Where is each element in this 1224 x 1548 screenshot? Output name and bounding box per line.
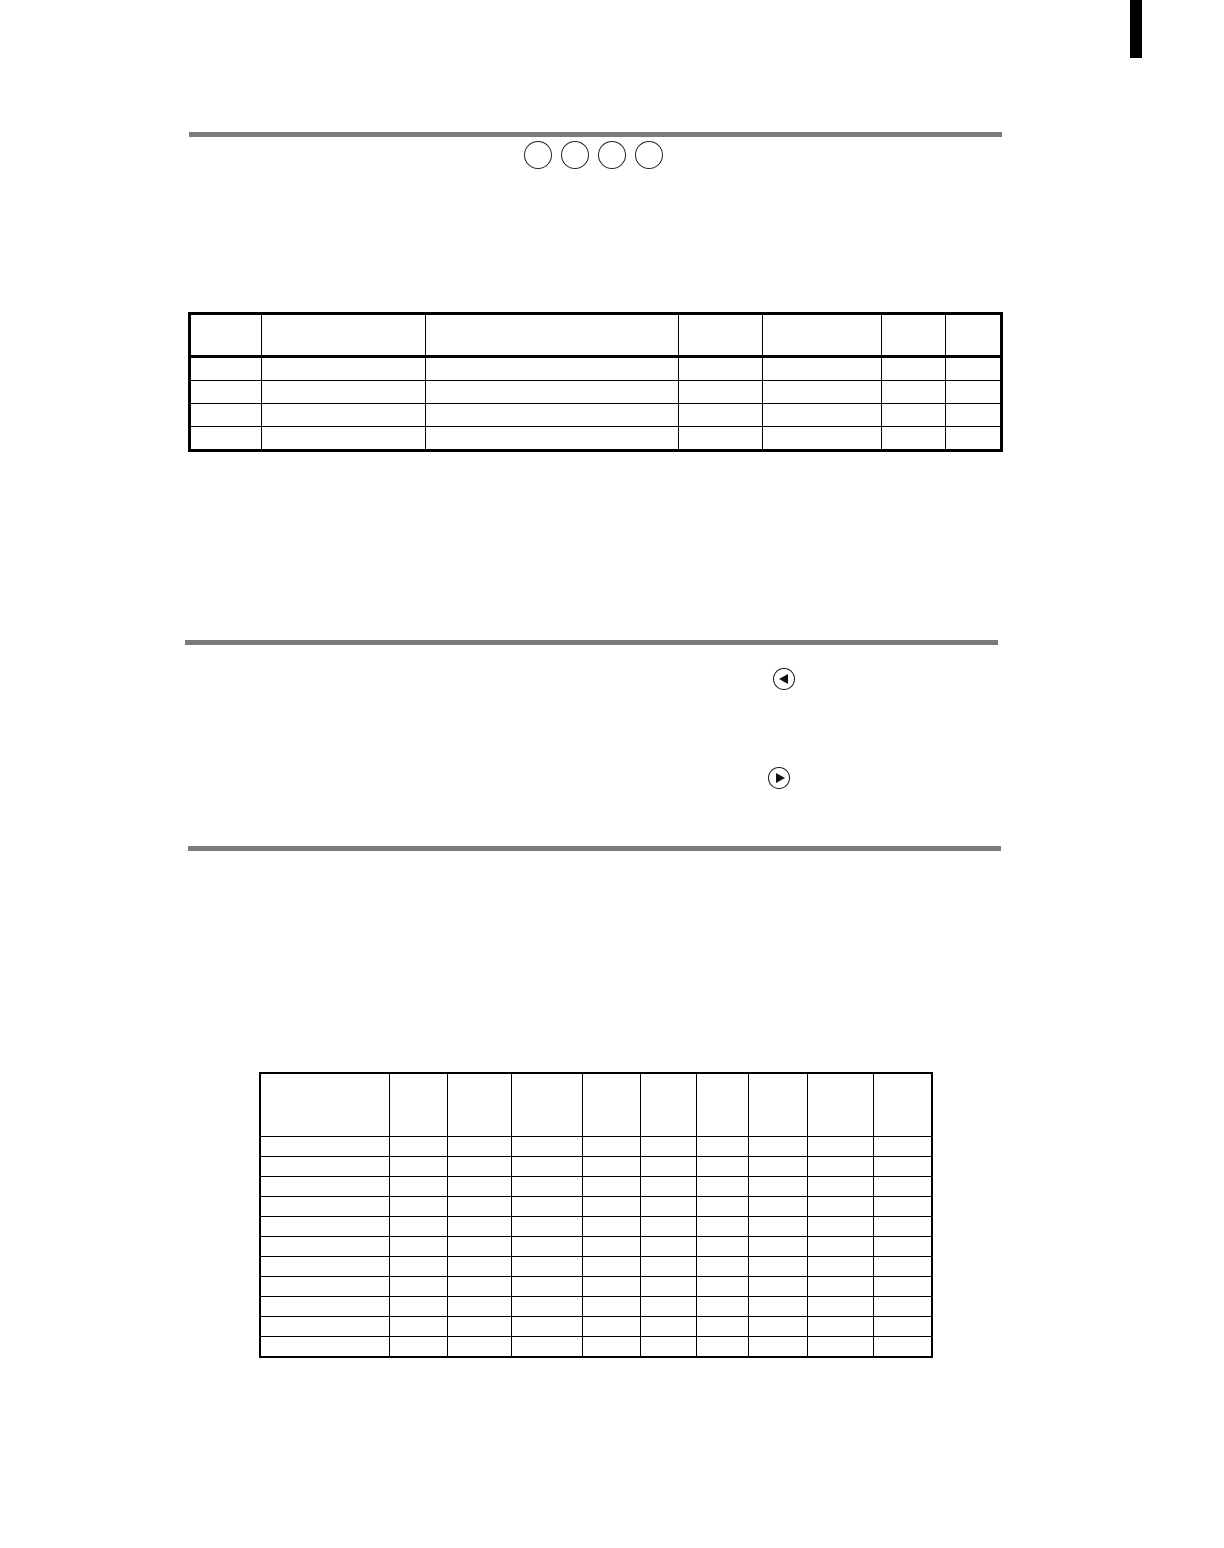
page-edge-bar	[1130, 0, 1142, 58]
table-cell	[807, 1277, 873, 1297]
table-2-header-cell	[447, 1073, 511, 1137]
table-cell	[696, 1217, 748, 1237]
table-cell	[190, 427, 262, 451]
table-cell	[389, 1137, 447, 1157]
table-cell	[582, 1257, 640, 1277]
table-cell	[807, 1217, 873, 1237]
table-cell	[260, 1217, 389, 1237]
table-cell	[582, 1237, 640, 1257]
circle-indicator-4	[635, 141, 663, 169]
table-cell	[748, 1197, 807, 1217]
table-cell	[389, 1217, 447, 1237]
table-cell	[260, 1177, 389, 1197]
table-cell	[389, 1177, 447, 1197]
table-cell	[582, 1277, 640, 1297]
table-2	[259, 1072, 933, 1358]
table-cell	[748, 1337, 807, 1358]
table-cell	[511, 1317, 582, 1337]
table-cell	[640, 1237, 696, 1257]
table-cell	[696, 1177, 748, 1197]
table-1-header-cell	[763, 314, 882, 357]
table-cell	[807, 1297, 873, 1317]
table-cell	[882, 381, 946, 404]
table-cell	[582, 1217, 640, 1237]
lower-divider	[188, 846, 1001, 851]
table-cell	[748, 1257, 807, 1277]
table-cell	[260, 1257, 389, 1277]
table-cell	[511, 1297, 582, 1317]
table-2-header-cell	[748, 1073, 807, 1137]
table-cell	[696, 1337, 748, 1358]
table-cell	[260, 1137, 389, 1157]
table-row	[190, 357, 1002, 381]
table-2-header-cell	[511, 1073, 582, 1137]
table-cell	[260, 1297, 389, 1317]
table-cell	[807, 1197, 873, 1217]
table-cell	[946, 381, 1002, 404]
table-cell	[389, 1297, 447, 1317]
table-cell	[511, 1237, 582, 1257]
table-cell	[873, 1337, 932, 1358]
table-cell	[447, 1237, 511, 1257]
table-cell	[882, 357, 946, 381]
table-cell	[262, 357, 426, 381]
table-cell	[748, 1137, 807, 1157]
table-cell	[260, 1277, 389, 1297]
table-cell	[447, 1217, 511, 1237]
table-cell	[873, 1257, 932, 1277]
table-cell	[807, 1257, 873, 1277]
table-cell	[882, 427, 946, 451]
table-cell	[511, 1197, 582, 1217]
table-cell	[873, 1297, 932, 1317]
table-1-header-cell	[946, 314, 1002, 357]
table-cell	[582, 1137, 640, 1157]
table-cell	[640, 1177, 696, 1197]
table-cell	[640, 1257, 696, 1277]
table-cell	[260, 1157, 389, 1177]
table-row	[190, 427, 1002, 451]
table-cell	[511, 1337, 582, 1358]
table-cell	[748, 1297, 807, 1317]
table-cell	[640, 1197, 696, 1217]
table-cell	[748, 1157, 807, 1177]
table-cell	[447, 1157, 511, 1177]
table-cell	[807, 1237, 873, 1257]
table-cell	[873, 1277, 932, 1297]
table-cell	[696, 1297, 748, 1317]
table-cell	[582, 1337, 640, 1358]
table-cell	[426, 404, 679, 427]
table-row	[190, 404, 1002, 427]
table-cell	[389, 1317, 447, 1337]
table-cell	[748, 1237, 807, 1257]
table-2-header-cell	[582, 1073, 640, 1137]
table-cell	[511, 1157, 582, 1177]
table-row	[190, 381, 1002, 404]
table-2-header-cell	[696, 1073, 748, 1137]
table-cell	[873, 1317, 932, 1337]
table-row	[260, 1177, 932, 1197]
table-row	[260, 1257, 932, 1277]
table-cell	[640, 1297, 696, 1317]
table-cell	[582, 1297, 640, 1317]
table-row	[260, 1277, 932, 1297]
table-cell	[679, 357, 763, 381]
table-cell	[696, 1257, 748, 1277]
table-row	[260, 1337, 932, 1358]
table-cell	[511, 1177, 582, 1197]
table-cell	[763, 357, 882, 381]
table-cell	[679, 427, 763, 451]
table-cell	[447, 1337, 511, 1358]
table-cell	[807, 1157, 873, 1177]
table-row	[260, 1137, 932, 1157]
table-1-header-cell	[679, 314, 763, 357]
table-cell	[640, 1337, 696, 1358]
middle-divider	[185, 640, 998, 645]
triangle-right-icon	[776, 773, 785, 783]
circle-indicator-group	[524, 141, 672, 169]
table-cell	[748, 1177, 807, 1197]
table-cell	[260, 1317, 389, 1337]
triangle-left-icon	[779, 674, 788, 684]
table-cell	[873, 1197, 932, 1217]
table-1-header-cell	[190, 314, 262, 357]
table-cell	[262, 381, 426, 404]
table-2-header-cell	[807, 1073, 873, 1137]
table-cell	[946, 427, 1002, 451]
table-cell	[640, 1277, 696, 1297]
table-cell	[511, 1277, 582, 1297]
table-1	[188, 312, 1003, 452]
table-cell	[190, 357, 262, 381]
table-cell	[748, 1277, 807, 1297]
table-row	[260, 1217, 932, 1237]
table-cell	[873, 1237, 932, 1257]
table-cell	[946, 357, 1002, 381]
table-cell	[696, 1157, 748, 1177]
table-2-header-cell	[873, 1073, 932, 1137]
table-cell	[807, 1137, 873, 1157]
table-2-header-cell	[640, 1073, 696, 1137]
table-1-header-cell	[262, 314, 426, 357]
table-cell	[582, 1197, 640, 1217]
table-cell	[696, 1317, 748, 1337]
table-cell	[511, 1137, 582, 1157]
table-cell	[389, 1277, 447, 1297]
table-cell	[260, 1337, 389, 1358]
table-row	[260, 1237, 932, 1257]
circle-indicator-2	[561, 141, 589, 169]
top-divider	[189, 132, 1002, 137]
table-cell	[640, 1317, 696, 1337]
table-cell	[763, 381, 882, 404]
table-cell	[426, 381, 679, 404]
table-cell	[763, 404, 882, 427]
table-row	[260, 1157, 932, 1177]
table-cell	[447, 1297, 511, 1317]
table-2-header-cell	[389, 1073, 447, 1137]
table-cell	[640, 1137, 696, 1157]
table-cell	[873, 1157, 932, 1177]
table-1-header-row	[190, 314, 1002, 357]
table-cell	[873, 1217, 932, 1237]
table-row	[260, 1197, 932, 1217]
table-cell	[582, 1157, 640, 1177]
table-cell	[640, 1217, 696, 1237]
table-cell	[696, 1197, 748, 1217]
table-cell	[447, 1317, 511, 1337]
table-cell	[696, 1277, 748, 1297]
table-1-header-cell	[882, 314, 946, 357]
table-cell	[262, 404, 426, 427]
circle-indicator-1	[524, 141, 552, 169]
table-cell	[882, 404, 946, 427]
previous-button[interactable]	[773, 668, 795, 690]
table-cell	[260, 1197, 389, 1217]
table-cell	[807, 1317, 873, 1337]
table-cell	[447, 1177, 511, 1197]
table-cell	[696, 1137, 748, 1157]
table-2-header-row	[260, 1073, 932, 1137]
table-cell	[763, 427, 882, 451]
table-row	[260, 1297, 932, 1317]
table-cell	[426, 427, 679, 451]
next-button[interactable]	[768, 767, 790, 789]
table-cell	[447, 1257, 511, 1277]
table-cell	[582, 1317, 640, 1337]
table-cell	[748, 1217, 807, 1237]
table-cell	[511, 1257, 582, 1277]
table-cell	[389, 1157, 447, 1177]
table-cell	[447, 1197, 511, 1217]
table-cell	[748, 1317, 807, 1337]
table-cell	[426, 357, 679, 381]
table-cell	[389, 1237, 447, 1257]
table-cell	[640, 1157, 696, 1177]
table-cell	[260, 1237, 389, 1257]
table-cell	[679, 381, 763, 404]
circle-indicator-3	[598, 141, 626, 169]
table-1-header-cell	[426, 314, 679, 357]
table-cell	[389, 1337, 447, 1358]
table-cell	[679, 404, 763, 427]
table-cell	[873, 1177, 932, 1197]
table-cell	[696, 1237, 748, 1257]
table-cell	[190, 404, 262, 427]
table-cell	[447, 1137, 511, 1157]
table-cell	[511, 1217, 582, 1237]
table-cell	[190, 381, 262, 404]
table-cell	[873, 1137, 932, 1157]
table-cell	[807, 1337, 873, 1358]
table-cell	[389, 1197, 447, 1217]
table-cell	[946, 404, 1002, 427]
table-row	[260, 1317, 932, 1337]
table-cell	[582, 1177, 640, 1197]
table-cell	[807, 1177, 873, 1197]
table-cell	[447, 1277, 511, 1297]
table-cell	[389, 1257, 447, 1277]
table-2-header-cell	[260, 1073, 389, 1137]
table-cell	[262, 427, 426, 451]
